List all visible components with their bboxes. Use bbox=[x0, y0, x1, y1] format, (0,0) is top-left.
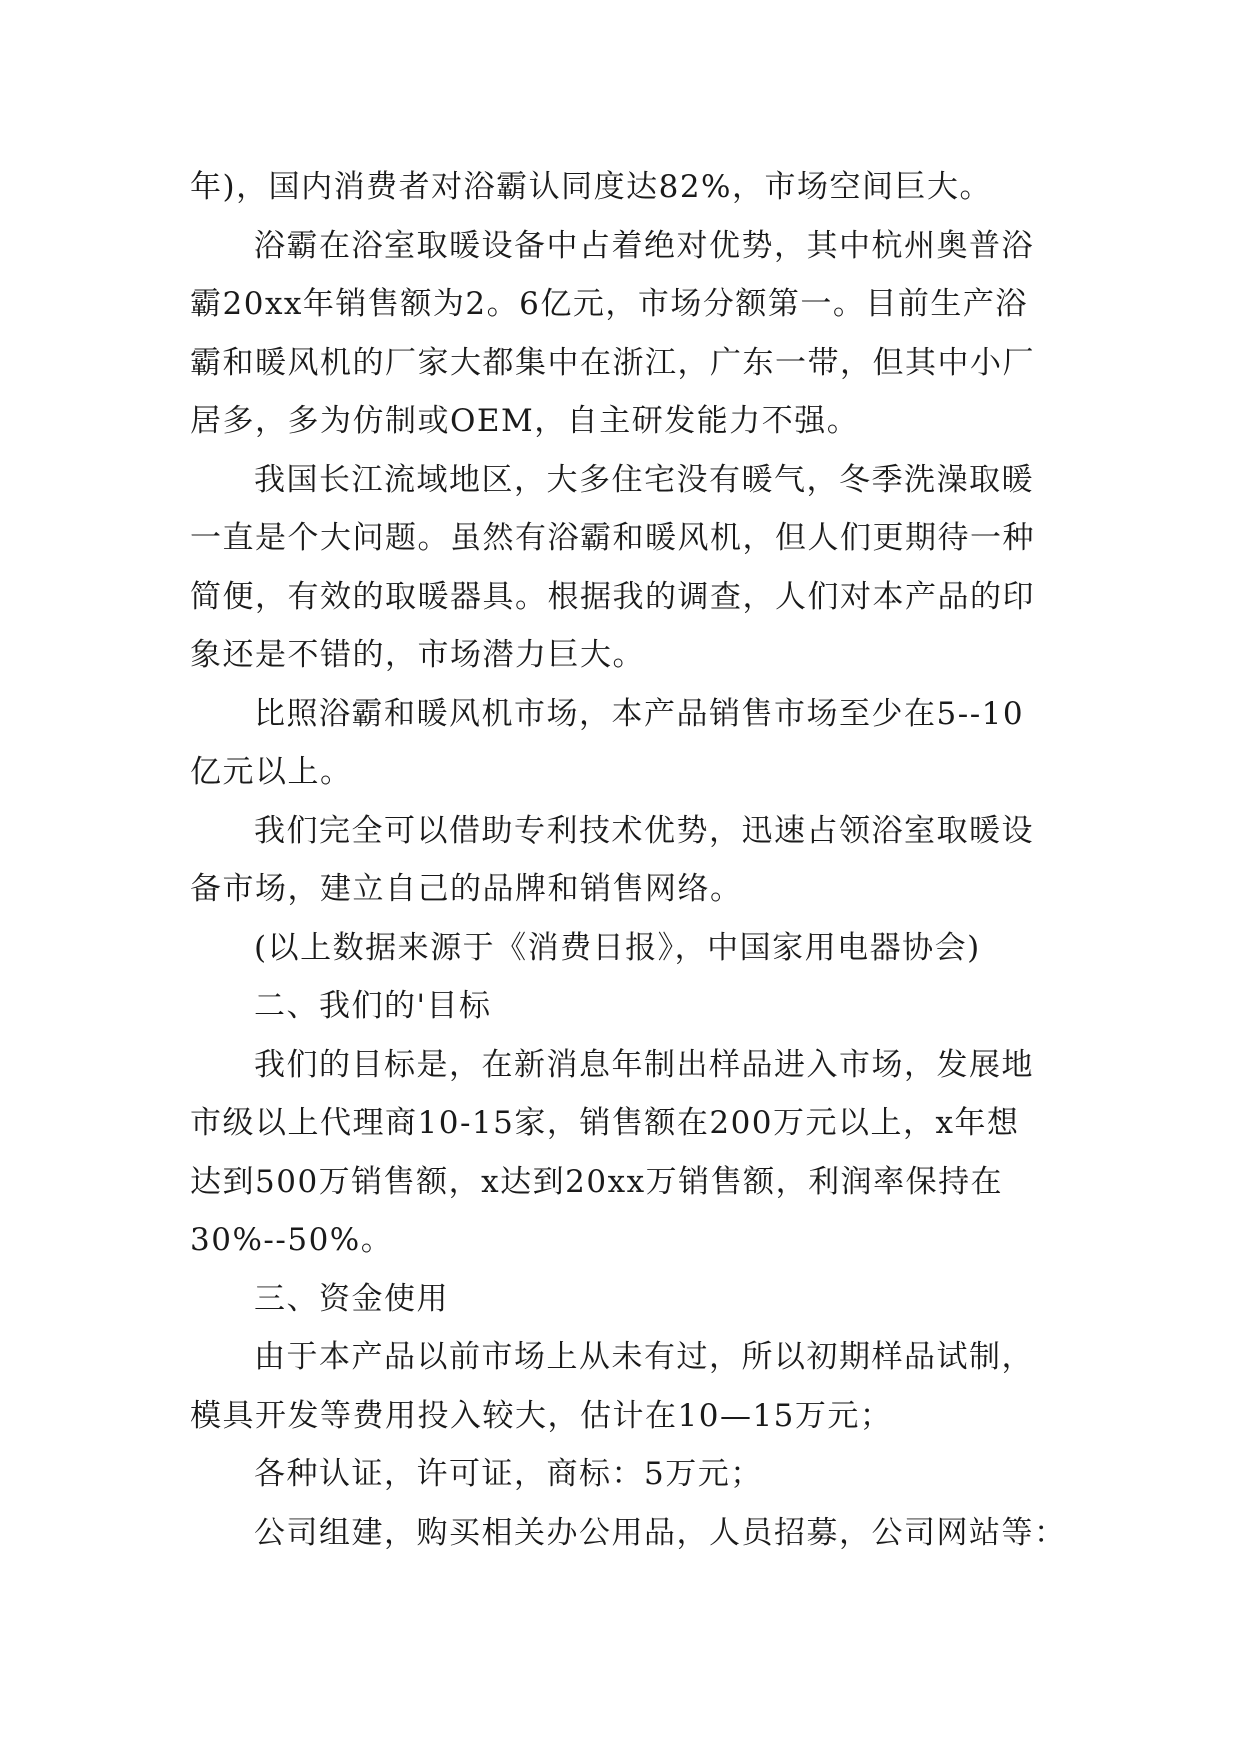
text-line: 达到500万销售额，x达到20xx万销售额，利润率保持在 bbox=[190, 1163, 1004, 1200]
text-line: 公司组建，购买相关办公用品，人员招募，公司网站等： bbox=[254, 1514, 1067, 1551]
text-line: 模具开发等费用投入较大，估计在10—15万元； bbox=[190, 1397, 893, 1434]
source-note: (以上数据来源于《消费日报》，中国家用电器协会) bbox=[254, 929, 981, 966]
text-line: 霸20xx年销售额为2。6亿元，市场分额第一。目前生产浴 bbox=[190, 286, 1028, 322]
text-line: 备市场，建立自己的品牌和销售网络。 bbox=[190, 871, 743, 907]
text-line: 市级以上代理商10-15家，销售额在200万元以上，x年想 bbox=[190, 1105, 1020, 1141]
text-line: 霸和暖风机的厂家大都集中在浙江，广东一带，但其中小厂 bbox=[190, 344, 1035, 381]
text-line: 亿元以上。 bbox=[190, 754, 353, 790]
text-line: 各种认证，许可证，商标：5万元； bbox=[254, 1456, 763, 1492]
text-line: 由于本产品以前市场上从未有过，所以初期样品试制， bbox=[254, 1339, 1034, 1375]
text-line: 居多，多为仿制或OEM，自主研发能力不强。 bbox=[190, 403, 860, 439]
text-line: 比照浴霸和暖风机市场，本产品销售市场至少在5--10 bbox=[254, 695, 1025, 732]
text-line: 简便，有效的取暖器具。根据我的调查，人们对本产品的印 bbox=[190, 578, 1035, 615]
text-line: 一直是个大问题。虽然有浴霸和暖风机，但人们更期待一种 bbox=[190, 520, 1035, 556]
text-line: 我国长江流域地区，大多住宅没有暖气，冬季洗澡取暖 bbox=[254, 461, 1034, 498]
text-line: 浴霸在浴室取暖设备中占着绝对优势，其中杭州奥普浴 bbox=[254, 227, 1034, 264]
text-line: 我们完全可以借助专利技术优势，迅速占领浴室取暖设 bbox=[254, 812, 1034, 849]
text-line: 我们的目标是，在新消息年制出样品进入市场，发展地 bbox=[254, 1046, 1034, 1083]
document-body bbox=[190, 158, 1067, 1562]
section-heading-goals: 二、我们的'目标 bbox=[254, 988, 492, 1024]
text-line: 象还是不错的，市场潜力巨大。 bbox=[190, 637, 645, 673]
section-heading-funds: 三、资金使用 bbox=[254, 1280, 449, 1317]
text-line: 年)，国内消费者对浴霸认同度达82%，市场空间巨大。 bbox=[190, 169, 992, 205]
text-line: 30%--50%。 bbox=[190, 1222, 394, 1258]
